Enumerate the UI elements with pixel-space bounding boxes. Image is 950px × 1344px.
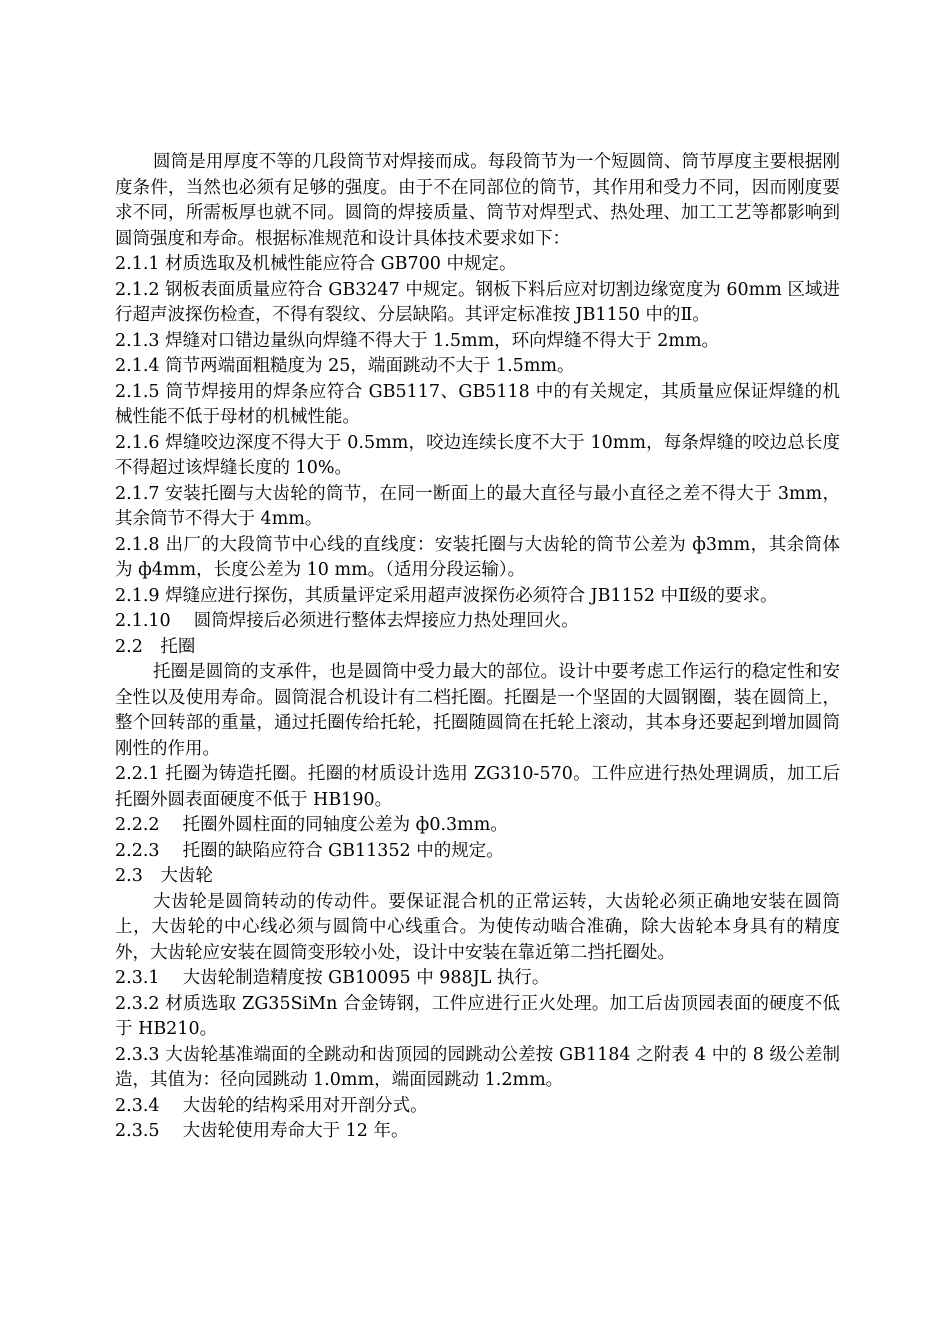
clause-2-3-5: 2.3.5 大齿轮使用寿命大于 12 年。 (115, 1121, 409, 1141)
clause-2-1-9: 2.1.9 焊缝应进行探伤，其质量评定采用超声波探伤必须符合 JB1152 中Ⅱ级的要求。 (115, 585, 778, 606)
clause-2-1-6: 2.1.6 焊缝咬边深度不得大于 0.5mm，咬边连续长度不大于 10mm，每条焊缝的咬边总长度不得超过该焊缝长度的 10%。 (115, 432, 840, 478)
clause-2-2-3: 2.2.3 托圈的缺陷应符合 GB11352 中的规定。 (115, 840, 504, 861)
clause-2-2-2: 2.2.2 托圈外圆柱面的同轴度公差为 ф0.3mm。 (115, 815, 508, 835)
clause-2-1-3: 2.1.3 焊缝对口错边量纵向焊缝不得大于 1.5mm，环向焊缝不得大于 2mm。 (115, 330, 720, 351)
clause-2-1-7: 2.1.7 安装托圈与大齿轮的筒节，在同一断面上的最大直径与最小直径之差不得大于 3mm，其余筒节不得大于 4mm。 (115, 483, 840, 529)
clause-2-3-4: 2.3.4 大齿轮的结构采用对开剖分式。 (115, 1095, 428, 1116)
clause-2-3-3: 2.3.3 大齿轮基准端面的全跳动和齿顶园的园跳动公差按 GB1184 之附表 4 中的 8 级公差制造，其值为：径向园跳动 1.0mm，端面园跳动 1.2mm。 (115, 1044, 840, 1090)
intro-paragraph: 圆筒是用厚度不等的几段筒节对焊接而成。每段筒节为一个短圆筒、筒节厚度主要根据刚度条件，当然也必须有足够的强度。由于不在同部位的筒节，其作用和受力不同，因而刚度要求不同，所需板厚也就不同。圆筒的焊接质量、筒节对焊型式、热处理、加工工艺等都影响到圆筒强度和寿命。根据标准规范和设计具体技术要求如下： (115, 152, 840, 249)
clause-2-2-1: 2.2.1 托圈为铸造托圈。托圈的材质设计选用 ZG310-570。工件应进行热处理调质，加工后托圈外圆表面硬度不低于 HB190。 (115, 764, 840, 810)
clause-2-1-5: 2.1.5 筒节焊接用的焊条应符合 GB5117、GB5118 中的有关规定，其质量应保证焊缝的机械性能不低于母材的机械性能。 (115, 381, 840, 427)
section-heading-2-3: 2.3 大齿轮 (115, 866, 213, 886)
section-2-3-paragraph: 大齿轮是圆筒转动的传动件。要保证混合机的正常运转，大齿轮必须正确地安装在圆筒上，大齿轮的中心线必须与圆筒中心线重合。为使传动啮合准确，除大齿轮本身具有的精度外，大齿轮应安装在圆筒变形较小处，设计中安装在靠近第二挡托圈处。 (115, 891, 840, 963)
clause-2-1-4: 2.1.4 筒节两端面粗糙度为 25，端面跳动不大于 1.5mm。 (115, 356, 575, 376)
clause-2-3-2: 2.3.2 材质选取 ZG35SiMn 合金铸钢，工件应进行正火处理。加工后齿顶园表面的硬度不低于 HB210。 (115, 993, 840, 1039)
document-page (115, 150, 840, 1145)
section-heading-2-2: 2.2 托圈 (115, 636, 196, 657)
clause-2-1-8: 2.1.8 出厂的大段筒节中心线的直线度：安装托圈与大齿轮的筒节公差为 ф3mm，其余筒体为 ф4mm，长度公差为 10 mm。（适用分段运输）。 (115, 534, 840, 580)
clause-2-1-2: 2.1.2 钢板表面质量应符合 GB3247 中规定。钢板下料后应对切割边缘宽度为 60mm 区域进行超声波探伤检查，不得有裂纹、分层缺陷。其评定标准按 JB1150 中的Ⅱ。 (115, 279, 840, 325)
section-2-2-paragraph: 托圈是圆筒的支承件，也是圆筒中受力最大的部位。设计中要考虑工作运行的稳定性和安全性以及使用寿命。圆筒混合机设计有二档托圈。托圈是一个坚固的大圆钢圈，装在圆筒上，整个回转部的重量，通过托圈传给托轮，托圈随圆筒在托轮上滚动，其本身还要起到增加圆筒刚性的作用。 (115, 662, 840, 759)
clause-2-1-10: 2.1.10 圆筒焊接后必须进行整体去焊接应力热处理回火。 (115, 611, 579, 631)
clause-2-1-1: 2.1.1 材质选取及机械性能应符合 GB700 中规定。 (115, 254, 517, 274)
clause-2-3-1: 2.3.1 大齿轮制造精度按 GB10095 中 988JL 执行。 (115, 968, 550, 988)
